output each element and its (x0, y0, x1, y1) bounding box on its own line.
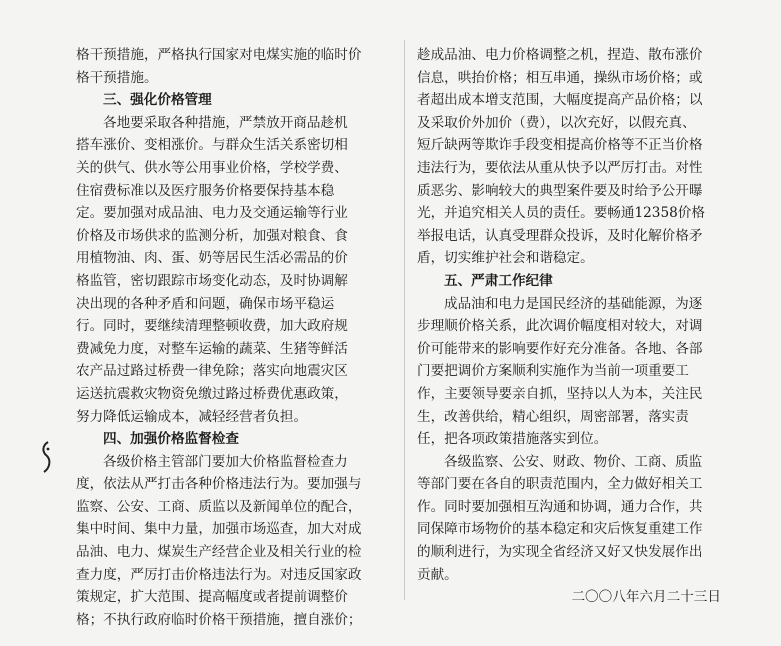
right-text-line: 及采取价外加价（费），以次充好，以假充真、 (417, 114, 696, 131)
right-text-line: 门要把调价方案顺利实施作为当前一项重要工 (417, 363, 689, 380)
right-text-line: 趁成品油、电力价格调整之机，捏造、散布涨价 (417, 47, 703, 63)
left-text-line: 行。同时，要继续清理整顿收费，加大政府规 (76, 318, 348, 335)
right-text-line: 同保障市场物价的基本稳定和灾后恢复重建工作 (417, 521, 703, 538)
right-text-line: 短斤缺两等欺诈手段变相提高价格等不正当价格 (417, 137, 703, 154)
left-text-line: 度，依法从严打击各种价格违法行为。要加强与 (76, 476, 362, 493)
left-text-line: 监察、公安、工商、质监以及新闻单位的配合， (76, 498, 362, 515)
left-text-line: 集中时间、集中力量，加强市场巡查，加大对成 (76, 521, 362, 538)
right-column (417, 44, 735, 609)
right-text-line: 作，主要领导要亲自抓，坚持以人为本，关注民 (417, 385, 703, 402)
right-text-line: 步理顺价格关系，此次调价幅度相对较大，对调 (417, 318, 703, 335)
right-text-line: 信息，哄抬价格；相互串通，操纵市场价格；或 (417, 69, 703, 86)
right-text-line: 光，并追究相关人员的责任。要畅通12358价格 (417, 205, 705, 222)
left-text-line: 住宿费标准以及医疗服务价格要保持基本稳 (76, 182, 335, 199)
left-text-line: 努力降低运输成本，减轻经营者负担。 (76, 408, 308, 425)
right-text-line: 的顺利进行，为实现全省经济又好又快发展作出 (417, 544, 703, 561)
left-text-line: 查力度，严厉打击价格违法行为。对违反国家政 (76, 566, 362, 583)
left-text-line: 搭车涨价、变相涨价。与群众生活关系密切相 (76, 137, 348, 154)
left-text-line: 决出现的各种矛盾和问题，确保市场平稳运 (76, 295, 335, 312)
left-text-line: 格监管，密切跟踪市场变化动态，及时协调解 (76, 272, 348, 289)
left-text-line: 格；不执行政府临时价格干预措施，擅自涨价； (76, 611, 362, 628)
right-text-line: 作。同时要加强相互沟通和协调，通力合作，共 (417, 498, 703, 515)
document-date: 二〇〇八年六月二十三日 (571, 589, 721, 606)
left-text-line: 关的供气、供水等公用事业价格，学校学费、 (76, 159, 348, 176)
left-text-line: 用植物油、肉、蛋、奶等居民生活必需品的价 (76, 250, 348, 267)
right-text-line: 盾，切实维护社会和谐稳定。 (417, 250, 594, 267)
right-text-line: 等部门要在各自的职责范围内，全力做好相关工 (417, 476, 703, 493)
left-text-line: 策规定，扩大范围、提高幅度或者提前调整价 (76, 589, 348, 606)
left-text-line: 格干预措施，严格执行国家对电煤实施的临时价 (76, 47, 362, 63)
left-text-line: 农产品过路过桥费一律免除；落实向地震灾区 (76, 363, 348, 380)
left-text-line: 格干预措施。 (76, 69, 158, 86)
binding-hole-mark-icon (38, 440, 56, 474)
left-text-line: 价格及市场供求的监测分析，加强对粮食、食 (76, 227, 348, 244)
right-text-line: 生，改善供给，精心组织，周密部署，落实责 (417, 408, 689, 425)
right-text-line: 价可能带来的影响要作好充分准备。各地、各部 (417, 340, 703, 357)
right-text-line: 贡献。 (417, 566, 458, 583)
left-section-heading: 四、加强价格监督检查 (103, 431, 239, 448)
left-section-heading: 三、强化价格管理 (103, 92, 212, 109)
right-text-line: 违法行为，要依法从重从快予以严厉打击。对性 (417, 159, 703, 176)
column-divider (404, 40, 405, 600)
left-column (76, 44, 394, 631)
left-text-line: 费减免力度，对整车运输的蔬菜、生猪等鲜活 (76, 340, 348, 357)
left-text-line: 各地要采取各种措施，严禁放开商品趁机 (103, 114, 348, 131)
right-text-line: 任，把各项政策措施落实到位。 (417, 431, 608, 448)
right-text-line: 成品油和电力是国民经济的基础能源，为逐 (444, 295, 703, 312)
left-text-line: 品油、电力、煤炭生产经营企业及相关行业的检 (76, 544, 362, 561)
left-text-line: 各级价格主管部门要加大价格监督检查力 (103, 453, 348, 470)
right-text-line: 质恶劣、影响较大的典型案件要及时给予公开曝 (417, 182, 703, 199)
left-text-line: 运送抗震救灾物资免缴过路过桥费优惠政策， (76, 385, 348, 402)
left-text-line: 定。要加强对成品油、电力及交通运输等行业 (76, 205, 348, 222)
right-text-line: 举报电话，认真受理群众投诉，及时化解价格矛 (417, 227, 703, 244)
right-section-heading: 五、严肃工作纪律 (444, 272, 553, 289)
right-text-line: 各级监察、公安、财政、物价、工商、质监 (444, 453, 703, 470)
right-text-line: 者超出成本增支范围，大幅度提高产品价格；以 (417, 92, 703, 109)
